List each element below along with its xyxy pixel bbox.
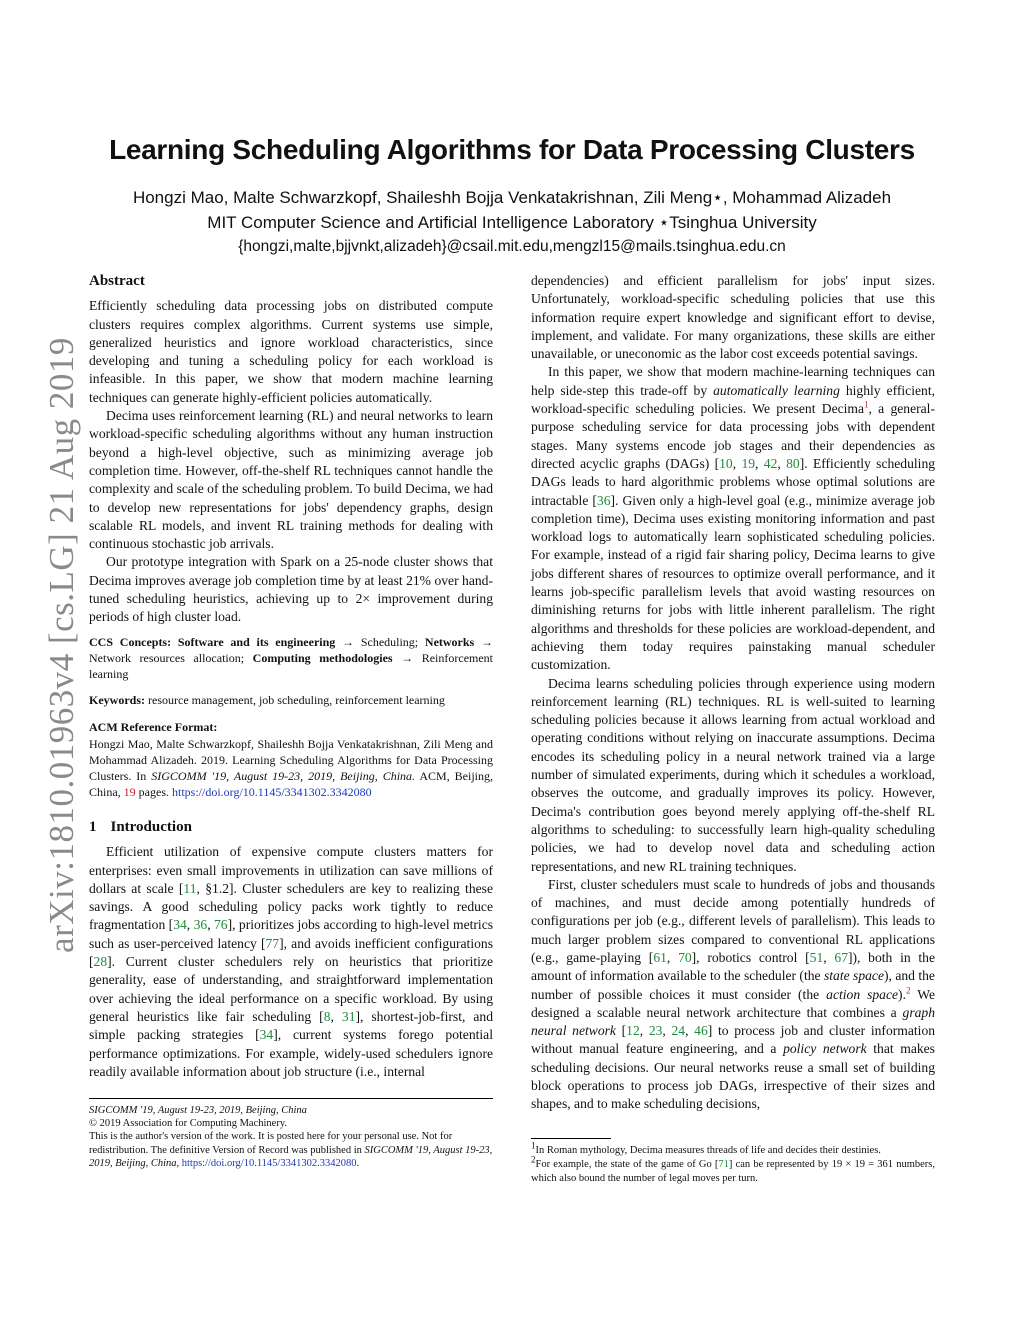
page-count-link[interactable]: 19 xyxy=(123,784,136,799)
keywords-label: Keywords: xyxy=(89,692,145,707)
author-emails: {hongzi,malte,bjjvnkt,alizadeh}@csail.mit.edu,mengzl15@mails.tsinghua.edu.cn xyxy=(238,238,786,255)
citation-link[interactable]: 42 xyxy=(763,455,778,471)
footnote-marker[interactable]: 1 xyxy=(864,399,869,410)
intro-paragraph: In this paper, we show that modern machine-learning techniques can help side-step this trade-off by automatically learning highly efficient, workload-specific scheduling policies. We present Decima$^1$, a general-purpose scheduling service for data processing jobs with dependent stages. Many systems encode job stages and their dependencies as directed acyclic graphs (DAGs) [10, 19, 42, 80]. Efficiently scheduling DAGs leads to hard algorithmic problems whose optimal solutions are intractable [36]. Given only a high-level goal (e.g., minimize average job completion time), Decima uses existing monitoring information and past workload logs to automatically learn sophisticated scheduling policies. For example, instead of a rigid fair sharing policy, Decima learns to give jobs different shares of resources to optimize overall performance, and it learns job-specific parallelism levels that avoid wasting resources on diminishing returns for jobs with little inherent parallelism. The right algorithms and thresholds for these policies are workload-dependent, and achieving them today requires painstaking manual scheduler customization. xyxy=(531,364,936,673)
citation-link[interactable]: 70 xyxy=(678,949,692,965)
intro-paragraph: First, cluster schedulers must scale to hundreds of jobs and thousands of machines, and must decide among potentially hundreds of configurations per job (e.g., different levels of parallelism). This leads to much larger problem sizes compared to conventional RL applications (e.g., game-playing [61, 70], robotics control [51, 67]), both in the amount of information available to the scheduler (the state space), and the number of possible choices it must consider (the action space).$^2$ We designed a scalable neural network architecture that combines a graph neural network [12, 23, 24, 46] to process job and cluster information without manual feature engineering, and a policy network that makes scheduling decisions. Our neural networks reuse a small set of building block operations to process job DAGs, irrespective of their sizes and shapes, and to make scheduling decisions, xyxy=(531,876,936,1112)
section-title: Introduction xyxy=(110,818,192,835)
ccs-concept-detail: → Scheduling; xyxy=(335,634,425,649)
abstract-paragraph: Our prototype integration with Spark on a 25-node cluster shows that Decima improves average job completion time by at least 21% over hand-tuned scheduling heuristics, achieving up to 2× improvement during periods of high cluster load. xyxy=(89,554,493,625)
citation-link[interactable]: 36 xyxy=(596,492,611,508)
ccs-label: CCS Concepts: xyxy=(89,634,172,649)
citation-link[interactable]: 80 xyxy=(786,455,800,471)
ccs-concept-detail: → Network resources allocation; xyxy=(89,634,493,665)
citation-link[interactable]: 31 xyxy=(341,1008,356,1024)
arxiv-id: arXiv:1810.01963v4 [cs.LG] 21 Aug 2019 xyxy=(42,337,82,953)
citation-link[interactable]: 19 xyxy=(741,455,756,471)
right-column xyxy=(531,272,935,1114)
footnote-1: $^1$In Roman mythology, Decima measures threads of life and decides their destinies. xyxy=(531,1140,881,1156)
citation-link[interactable]: 51 xyxy=(809,949,824,965)
citation-link[interactable]: 34 xyxy=(259,1027,274,1043)
footer-doi-link[interactable]: https://doi.org/10.1145/3341302.3342080 xyxy=(181,1157,357,1169)
ccs-concept: Networks xyxy=(424,634,475,649)
author-list: Hongzi Mao, Malte Schwarzkopf, Shaileshh Bojja Venkatakrishnan, Zili Meng⋆, Mohammad Alizadeh xyxy=(132,188,892,207)
citation-link[interactable]: 11 xyxy=(183,880,197,896)
acm-venue: SIGCOMM '19, August 19-23, 2019, Beijing, China. xyxy=(151,768,416,783)
intro-paragraph-continued: dependencies) and efficient parallelism for jobs' input sizes. Unfortunately, workload-specific scheduling policies that use this information require expert knowledge and significant effort to devise, implement, and validate. For many organizations, these skills are either unavailable, or uneconomic as the labor cost exceeds potential savings. xyxy=(531,273,935,362)
footer-note: This is the author's version of the work. It is posted here for your personal use. Not for redistribution. The definitive Version of Record was published in SIGCOMM '19, August 19-23, 2019, Beijing, China, https://doi.org/10.1145/3341302.3342080. xyxy=(89,1131,493,1169)
ccs-concepts xyxy=(89,634,493,682)
citation-link[interactable]: 71 xyxy=(718,1159,729,1170)
citation-link[interactable]: 12 xyxy=(626,1023,640,1039)
section-number: 1 xyxy=(89,818,97,835)
copyright-footer xyxy=(89,1098,493,1170)
acm-reference-text: Hongzi Mao, Malte Schwarzkopf, Shaileshh Bojja Venkatakrishnan, Zili Meng and Mohammad Alizadeh. 2019. Learning Scheduling Algorithms for Data Processing Clusters. In SIGCOMM '19, August 19-23, 2019, Beijing, China. ACM, Beijing, China, 19 pages. https://doi.org/10.1145/3341302.3342080 xyxy=(89,736,494,799)
abstract-heading: Abstract xyxy=(89,273,145,289)
paper-title: Learning Scheduling Algorithms for Data Processing Clusters xyxy=(109,134,915,165)
citation-link[interactable]: 77 xyxy=(265,935,280,951)
left-column xyxy=(89,272,493,1081)
citation-link[interactable]: 23 xyxy=(648,1023,663,1039)
footer-venue: SIGCOMM '19, August 19-23, 2019, Beijing, China xyxy=(89,1105,307,1116)
keywords xyxy=(89,692,493,708)
keywords-text: resource management, job scheduling, reinforcement learning xyxy=(148,692,445,707)
citation-link[interactable]: 76 xyxy=(214,917,228,933)
citation-link[interactable]: 10 xyxy=(719,455,733,471)
citation-link[interactable]: 24 xyxy=(671,1023,686,1039)
footnotes xyxy=(531,1140,936,1186)
ccs-concept: Computing methodologies xyxy=(252,650,393,665)
acm-reference-heading: ACM Reference Format: xyxy=(89,719,218,734)
citation-link[interactable]: 61 xyxy=(653,949,667,965)
citation-link[interactable]: 67 xyxy=(834,949,848,965)
citation-link[interactable]: 8 xyxy=(323,1008,331,1024)
ccs-concept: Software and its engineering xyxy=(177,634,336,649)
affiliations: MIT Computer Science and Artificial Intelligence Laboratory ⋆Tsinghua University xyxy=(207,213,817,232)
footnote-2: $^2$For example, the state of the game of Go [71] can be represented by 19 × 19 = 361 numbers, which also bound the number of legal moves per turn. xyxy=(531,1154,936,1184)
footnote-marker[interactable]: 2 xyxy=(905,985,911,996)
abstract-paragraph: Decima uses reinforcement learning (RL) and neural networks to learn workload-specific scheduling algorithms without any human instruction beyond a high-level objective, such as minimizing average job completion time. However, off-the-shelf RL techniques cannot handle the complexity and scale of the scheduling problem. To build Decima, we had to develop new representations for jobs' dependency graphs, design scalable RL models, and invent RL training methods for dealing with continuous stochastic job arrivals. xyxy=(89,408,493,552)
abstract-paragraph: Efficiently scheduling data processing jobs on distributed compute clusters requires complex algorithms. Current systems use simple, generalized heuristics and ignore workload characteristics, since developing and tuning a scheduling policy for each workload is infeasible. In this paper, we show that modern machine learning techniques can generate highly-efficient policies automatically. xyxy=(89,298,493,405)
citation-link[interactable]: 36 xyxy=(193,917,208,933)
doi-link[interactable]: https://doi.org/10.1145/3341302.3342080 xyxy=(172,784,372,799)
citation-link[interactable]: 34 xyxy=(173,917,187,933)
arxiv-sidebar-stamp xyxy=(40,337,84,953)
citation-link[interactable]: 46 xyxy=(694,1023,708,1039)
ccs-concept-detail: → Reinforcement learning xyxy=(89,650,494,681)
footer-copyright: © 2019 Association for Computing Machinery. xyxy=(89,1118,288,1130)
citation-link[interactable]: 28 xyxy=(93,954,108,970)
footnote-rule xyxy=(531,1138,611,1139)
intro-paragraph: Efficient utilization of expensive compute clusters matters for enterprises: even small improvements in utilization can save millions of dollars at scale [11, §1.2]. Cluster schedulers are key to realizing these savings. A good scheduling policy packs work tightly to reduce fragmentation [34, 36, 76], prioritizes jobs according to high-level metrics such as user-perceived latency [77], and avoids inefficient configurations [28]. Current cluster schedulers rely on heuristics that prioritize generality, ease of understanding, and straightforward implementation over achieving the ideal performance on a specific workload. By using general heuristics like fair scheduling [8, 31], shortest-job-first, and simple packing strategies [34], current systems forego potential performance optimizations. For example, widely-used schedulers ignore readily available information about job structure (i.e., internal xyxy=(89,844,494,1079)
introduction-heading xyxy=(89,818,493,836)
intro-paragraph: Decima learns scheduling policies through experience using modern reinforcement learning (RL) techniques. RL is well-suited to learning scheduling policies because it allows learning from actual workload and operating conditions without relying on inaccurate assumptions. Decima encodes its scheduling policy in a neural network trained via a large number of simulated experiments, during which it schedules a workload, observes the outcome, and gradually improves its policy. However, Decima's contribution goes beyond merely applying off-the-shelf RL algorithms to scheduling: to successfully learn high-quality scheduling policies, we had to develop novel data and scheduling action representations, and new RL training techniques. xyxy=(531,675,935,874)
